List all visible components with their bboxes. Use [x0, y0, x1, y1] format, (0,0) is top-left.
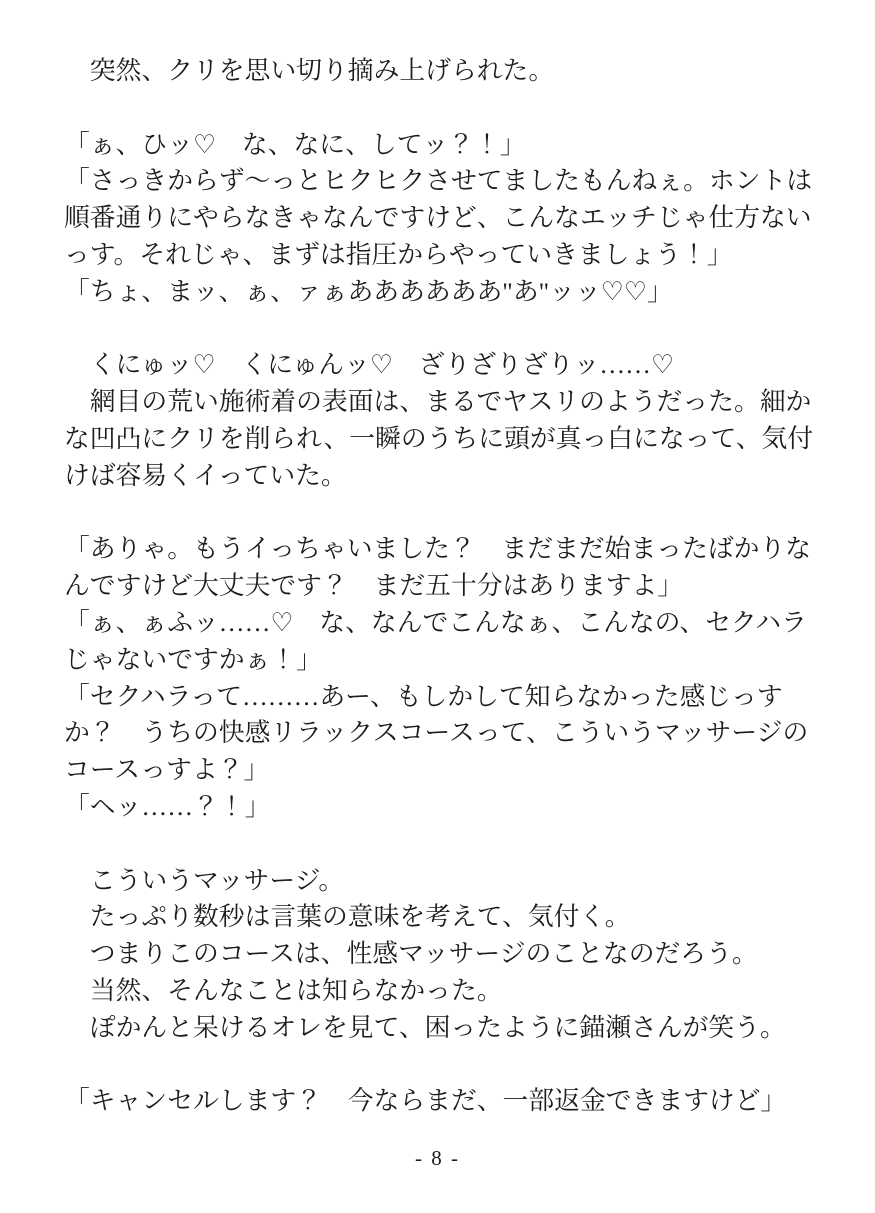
text-line: 「ありゃ。もうイっちゃいました？ まだまだ始まったばかりな: [64, 534, 812, 564]
text-line: じゃないですかぁ！」: [64, 644, 322, 674]
text-line: こういうマッサージ。: [64, 865, 345, 895]
text-line: 当然、そんなことは知らなかった。: [64, 975, 503, 1005]
text-line: 「ヘッ……？！」: [64, 791, 271, 821]
page-number: - 8 -: [415, 1146, 460, 1170]
text-line: 突然、クリを思い切り摘み上げられた。: [64, 56, 555, 85]
text-line: な凹凸にクリを削られ、一瞬のうちに頭が真っ白になって、気付: [64, 423, 814, 453]
text-line: っす。それじゃ、まずは指圧からやっていきましょう！」: [64, 239, 733, 269]
text-line: 「キャンセルします？ 今ならまだ、一部返金できますけど」: [64, 1086, 787, 1116]
text-column: [64, 53, 817, 1120]
text-line: 網目の荒い施術着の表面は、まるでヤスリのようだった。細か: [64, 387, 812, 417]
paragraph-block: [64, 347, 817, 494]
text-line: 「ぁ、ひッ♡ な、なに、してッ？！」: [64, 129, 526, 159]
text-line: コースっすよ？」: [64, 755, 270, 785]
paragraph-block: [64, 127, 817, 311]
text-line: か？ うちの快感リラックスコースって、こういうマッサージの: [64, 718, 809, 748]
paragraph-block: [64, 531, 817, 825]
text-line: たっぷり数秒は言葉の意味を考えて、気付く。: [64, 902, 631, 932]
paragraph-block: [64, 863, 817, 1047]
paragraph-block: [64, 1083, 817, 1120]
text-line: 「ちょ、まッ、ぁ、ァぁああああああ"あ"ッッ♡♡」: [64, 276, 673, 306]
text-line: んですけど大丈夫です？ まだ五十分はありますよ」: [64, 571, 684, 601]
page-footer: [0, 1140, 875, 1213]
paragraph-block: [64, 53, 817, 90]
text-line: つまりこのコースは、性感マッサージのことなのだろう。: [64, 939, 758, 969]
text-line: ぽかんと呆けるオレを見て、困ったように錨瀬さんが笑う。: [64, 1012, 786, 1042]
text-line: けば容易くイっていた。: [64, 460, 347, 490]
text-line: 「セクハラって………あー、もしかして知らなかった感じっす: [64, 681, 783, 711]
text-line: 「ぁ、ぁふッ……♡ な、なんでこんなぁ、こんなの、セクハラ: [64, 607, 807, 637]
text-line: くにゅッ♡ くにゅんッ♡ ざりざりざりッ……♡: [64, 350, 675, 380]
text-line: 順番通りにやらなきゃなんですけど、こんなエッチじゃ仕方ない: [64, 203, 812, 233]
text-line: 「さっきからず～っとヒクヒクさせてましたもんねぇ。ホントは: [64, 166, 813, 196]
